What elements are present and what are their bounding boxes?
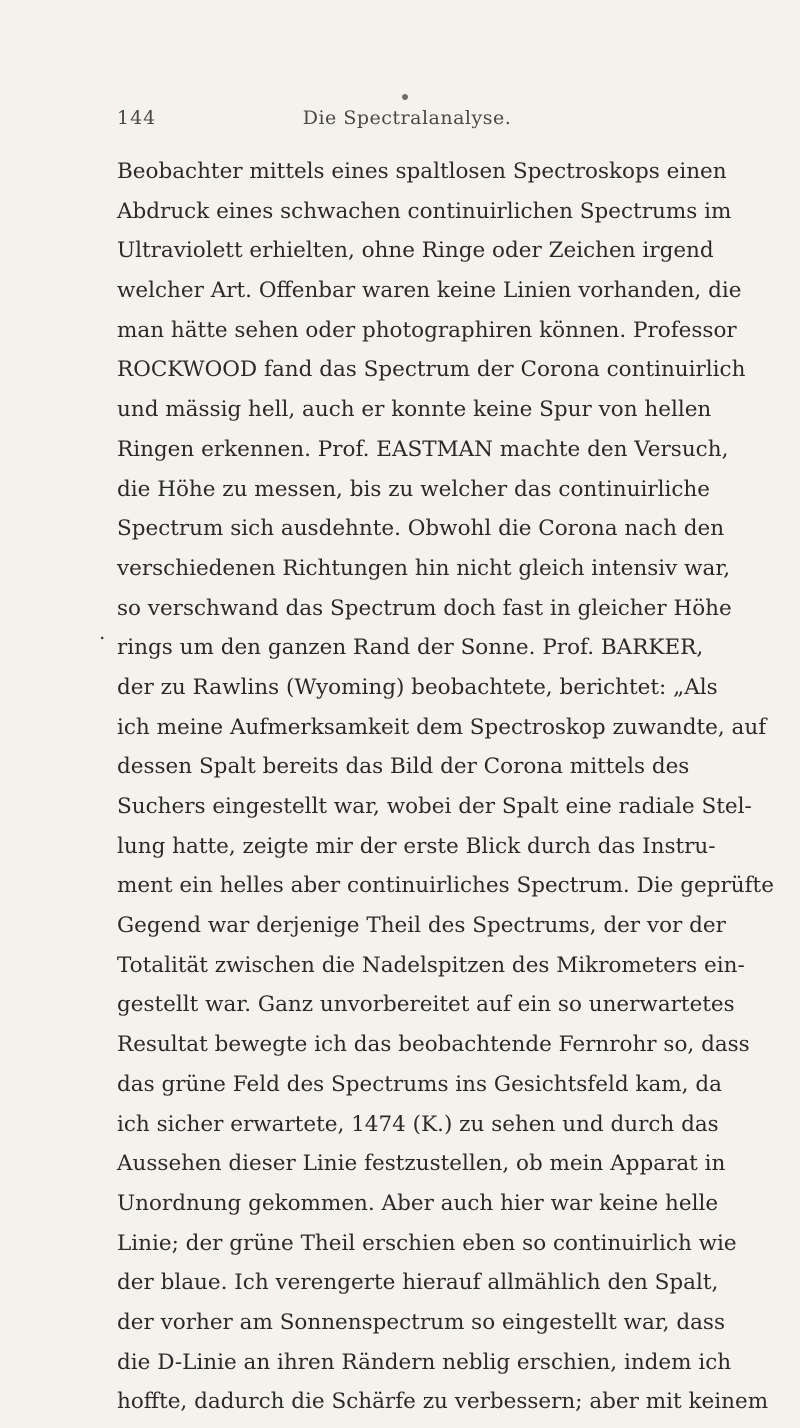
page-number: 144	[117, 107, 157, 129]
text-line: das grüne Feld des Spectrums ins Gesichtsfeld kam, da	[117, 1071, 722, 1097]
text-line: hoffte, dadurch die Schärfe zu verbessern; aber mit keinem	[117, 1389, 769, 1415]
text-line: man hätte sehen oder photographiren können. Professor	[117, 317, 737, 343]
text-line: Resultat bewegte ich das beobachtende Fernrohr so, dass	[117, 1032, 750, 1058]
text-line: so verschwand das Spectrum doch fast in gleicher Höhe	[117, 595, 732, 621]
ink-dot	[402, 94, 408, 100]
text-line: Unordnung gekommen. Aber auch hier war keine helle	[117, 1190, 719, 1216]
text-line: Ultraviolett erhielten, ohne Ringe oder Zeichen irgend	[117, 238, 714, 264]
text-line: rings um den ganzen Rand der Sonne. Prof. BARKER,	[117, 635, 704, 661]
text-line: Suchers eingestellt war, wobei der Spalt eine radiale Stel-	[117, 794, 752, 819]
body-text	[117, 152, 774, 1422]
text-line: Gegend war derjenige Theil des Spectrums, der vor der	[117, 913, 726, 939]
running-title: Die Spectralanalyse.	[302, 107, 512, 129]
text-line: die Höhe zu messen, bis zu welcher das continuirliche	[117, 476, 710, 502]
text-line: ich sicher erwartete, 1474 (K.) zu sehen und durch das	[117, 1111, 719, 1137]
text-line: der zu Rawlins (Wyoming) beobachtete, berichtet: „Als	[117, 674, 718, 700]
text-line: Ringen erkennen. Prof. EASTMAN machte den Versuch,	[117, 436, 729, 462]
text-line: Linie; der grüne Theil erschien eben so continuirlich wie	[117, 1230, 737, 1256]
text-line: der blaue. Ich verengerte hierauf allmählich den Spalt,	[117, 1270, 719, 1296]
text-line: der vorher am Sonnenspectrum so eingestellt war, dass	[117, 1309, 725, 1335]
text-line: verschiedenen Richtungen hin nicht gleich intensiv war,	[117, 555, 731, 581]
margin-mark: .	[99, 620, 106, 644]
text-line: gestellt war. Ganz unvorbereitet auf ein so unerwartetes	[117, 992, 735, 1018]
text-line: die D-Linie an ihren Rändern neblig erschien, indem ich	[117, 1349, 732, 1375]
text-line: ich meine Aufmerksamkeit dem Spectroskop zuwandte, auf	[117, 714, 767, 740]
text-line: Beobachter mittels eines spaltlosen Spectroskops einen	[117, 159, 727, 184]
text-line: welcher Art. Offenbar waren keine Linien vorhanden, die	[117, 278, 742, 304]
text-line: ROCKWOOD fand das Spectrum der Corona continuirlich	[117, 357, 746, 383]
text-line: Spectrum sich ausdehnte. Obwohl die Corona nach den	[117, 516, 725, 542]
text-line: ment ein helles aber continuirliches Spectrum. Die geprüfte	[117, 873, 774, 899]
text-line: Totalität zwischen die Nadelspitzen des Mikrometers ein-	[117, 952, 745, 978]
text-line: Aussehen dieser Linie festzustellen, ob mein Apparat in	[117, 1151, 726, 1177]
text-line: lung hatte, zeigte mir der erste Blick durch das Instru-	[117, 833, 716, 859]
text-line: dessen Spalt bereits das Bild der Corona mittels des	[117, 754, 690, 780]
text-line: und mässig hell, auch er konnte keine Spur von hellen	[117, 397, 712, 423]
running-head	[117, 107, 697, 135]
text-line: Abdruck eines schwachen continuirlichen Spectrums im	[117, 198, 732, 224]
